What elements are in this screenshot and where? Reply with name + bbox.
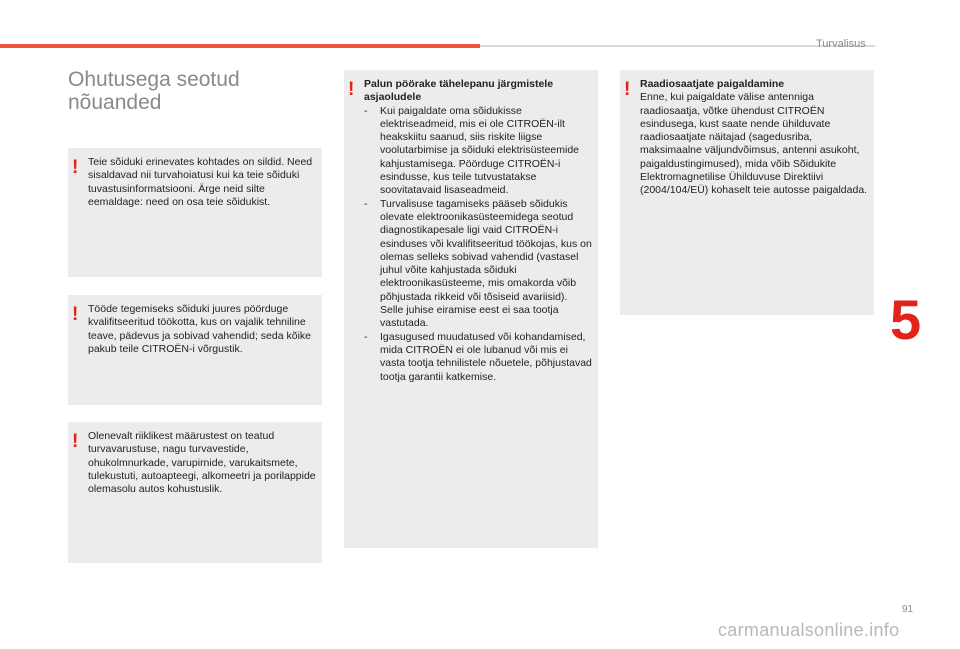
warning-heading: Raadiosaatjate paigaldamine	[640, 78, 785, 90]
warning-heading: Palun pöörake tähelepanu järgmistele asjaoludele	[364, 78, 554, 104]
page-title	[68, 68, 328, 114]
list-item-text: Turvalisuse tagamiseks pääseb sõidukis olevate elektroonikasüsteemidega seotud diagnostikapesale ligi vaid CITROËN-i esinduses või kvalifitseeritud töökojas, kus on olemas selleks sobivad vahendid (vastasel juhul võite kahjustada sõiduki elektroonikasüsteeme, mis omakorda võib põhjustada rikkeid või tõsiseid avariisid). Selle juhise eiramise eest ei saa tootja vastutada.	[380, 197, 592, 330]
warning-box-labels	[68, 148, 322, 277]
list-item	[364, 198, 592, 331]
warning-box-accessories	[344, 70, 598, 548]
warning-box-equipment	[68, 422, 322, 563]
watermark: carmanualsonline.info	[718, 620, 900, 640]
page-number: 91	[902, 604, 914, 615]
warning-text: Teie sõiduki erinevates kohtades on sildid. Need sisaldavad nii turvahoiatusi kui ka teie sõiduki tuvastusinformatsiooni. Ärge neid silte eemaldage: need on osa teie sõidukist.	[88, 156, 313, 208]
exclamation-mark-icon: !	[72, 157, 79, 178]
section-title: Turvalisus	[816, 38, 866, 50]
exclamation-mark-icon: !	[348, 79, 355, 100]
exclamation-mark-icon: !	[72, 304, 79, 325]
list-item	[364, 105, 592, 198]
page-title-line2: nõuanded	[68, 91, 162, 114]
warning-box-workshop	[68, 295, 322, 405]
list-item-text: Igasugused muudatused või kohandamised, mida CITROËN ei ole lubanud või mis ei vasta tootja tehnilistele nõuetele, põhjustavad tootja garantii katkemise.	[380, 330, 592, 383]
list-item	[364, 331, 592, 384]
list-dash: -	[364, 104, 368, 117]
header-accent-bar	[0, 44, 480, 48]
list-dash: -	[364, 330, 368, 343]
warning-text: Olenevalt riiklikest määrustest on teatud turvavarustuse, nagu turvavestide, ohukolmnurkade, varupirnide, varukaitsmete, tulekustuti, autoapteegi, alkomeetri ja porilappide olemasolu autos kohustuslik.	[88, 430, 316, 496]
list-item-text: Kui paigaldate oma sõidukisse elektriseadmeid, mis ei ole CITROËN-ilt heakskiitu saanud, siis riskite liigse voolutarbimise ja sõiduki elektrisüsteemide kahjustamisega. Pöörduge CITROËN-i esindusse, kus teile tutvustatakse soovitatavaid lisaseadmeid.	[380, 104, 580, 197]
page-title-line1: Ohutusega seotud	[68, 68, 240, 91]
chapter-number: 5	[890, 288, 922, 351]
warning-text: Tööde tegemiseks sõiduki juures pöörduge kvalifitseeritud töökotta, kus on vajalik tehniline teave, pädevus ja sobivad vahendid; seda kõike pakub teile CITROËN-i võrgustik.	[88, 303, 311, 355]
warning-box-radio	[620, 70, 874, 315]
warning-text: Enne, kui paigaldate välise antenniga raadiosaatja, võtke ühendust CITROËN esindusega, kust saate nende ühilduvate raadiosaatjate näitajad (sagedusriba, maksimaalne väljundvõimsus, antenni asukoht, paigaldustingimused), mida võib Sõidukite Elektromagnetilise Ühilduvuse Direktiivi (2004/104/EÜ) kohaselt teie autosse paigaldada.	[640, 91, 868, 197]
exclamation-mark-icon: !	[624, 79, 631, 100]
exclamation-mark-icon: !	[72, 431, 79, 452]
list-dash: -	[364, 197, 368, 210]
